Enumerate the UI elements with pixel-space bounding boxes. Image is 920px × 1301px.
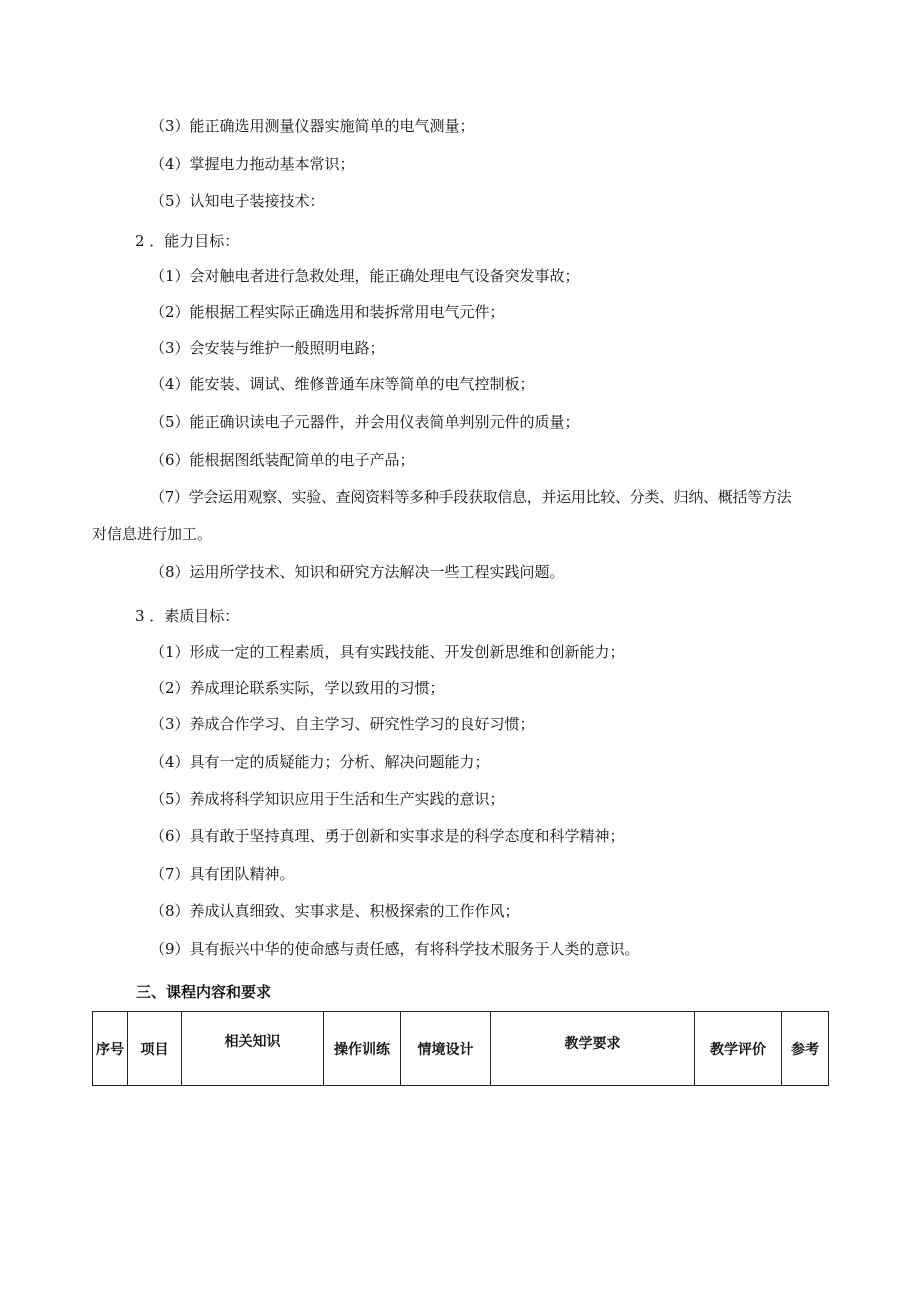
knowledge-item-3: （3）能正确选用测量仪器实施简单的电气测量； [150, 117, 475, 135]
quality-item-3: （3）养成合作学习、自主学习、研究性学习的良好习惯； [150, 715, 535, 733]
quality-item-1: （1）形成一定的工程素质，具有实践技能、开发创新思维和创新能力； [150, 643, 625, 661]
course-content-table [92, 1011, 829, 1086]
quality-item-8: （8）养成认真细致、实事求是、积极探索的工作作风； [150, 902, 520, 920]
ability-heading: 2 ．能力目标： [135, 232, 240, 250]
table-header-row [93, 1012, 829, 1086]
knowledge-item-5: （5）认知电子装接技术： [150, 192, 325, 210]
ability-item-1: （1）会对触电者进行急救处理，能正确处理电气设备突发事故； [150, 267, 580, 285]
ability-item-5: （5）能正确识读电子元器件，并会用仪表简单判别元件的质量； [150, 413, 580, 431]
header-cell-reference: 参考 [782, 1012, 829, 1086]
header-cell-evaluation: 教学评价 [695, 1012, 782, 1086]
quality-item-7: （7）具有团队精神。 [150, 865, 295, 883]
quality-item-6: （6）具有敢于坚持真理、勇于创新和实事求是的科学态度和科学精神； [150, 827, 625, 845]
header-cell-knowledge: 相关知识 [182, 1012, 324, 1086]
header-cell-serial: 序号 [93, 1012, 128, 1086]
ability-item-7: （7）学会运用观察、实验、查阅资料等多种手段获取信息，并运用比较、分类、归纳、概括等方法 [150, 488, 792, 506]
quality-item-5: （5）养成将科学知识应用于生活和生产实践的意识； [150, 790, 505, 808]
header-cell-project: 项目 [128, 1012, 182, 1086]
quality-heading: 3 ．素质目标： [135, 607, 240, 625]
quality-item-4: （4）具有一定的质疑能力；分析、解决问题能力； [150, 753, 490, 771]
ability-item-7-continued: 对信息进行加工。 [92, 525, 213, 543]
knowledge-item-4: （4）掌握电力拖动基本常识； [150, 155, 355, 173]
course-content-heading: 三、课程内容和要求 [136, 983, 272, 1001]
ability-item-2: （2）能根据工程实际正确选用和装拆常用电气元件； [150, 303, 505, 321]
header-cell-requirements: 教学要求 [491, 1012, 695, 1086]
header-cell-training: 操作训练 [324, 1012, 401, 1086]
quality-item-9: （9）具有振兴中华的使命感与责任感，有将科学技术服务于人类的意识。 [150, 940, 640, 958]
header-cell-scenario: 情境设计 [401, 1012, 491, 1086]
ability-item-4: （4）能安装、调试、维修普通车床等简单的电气控制板； [150, 375, 535, 393]
ability-item-6: （6）能根据图纸装配简单的电子产品； [150, 451, 415, 469]
quality-item-2: （2）养成理论联系实际，学以致用的习惯； [150, 679, 445, 697]
ability-item-8: （8）运用所学技术、知识和研究方法解决一些工程实践问题。 [150, 563, 565, 581]
ability-item-3: （3）会安装与维护一般照明电路； [150, 339, 385, 357]
